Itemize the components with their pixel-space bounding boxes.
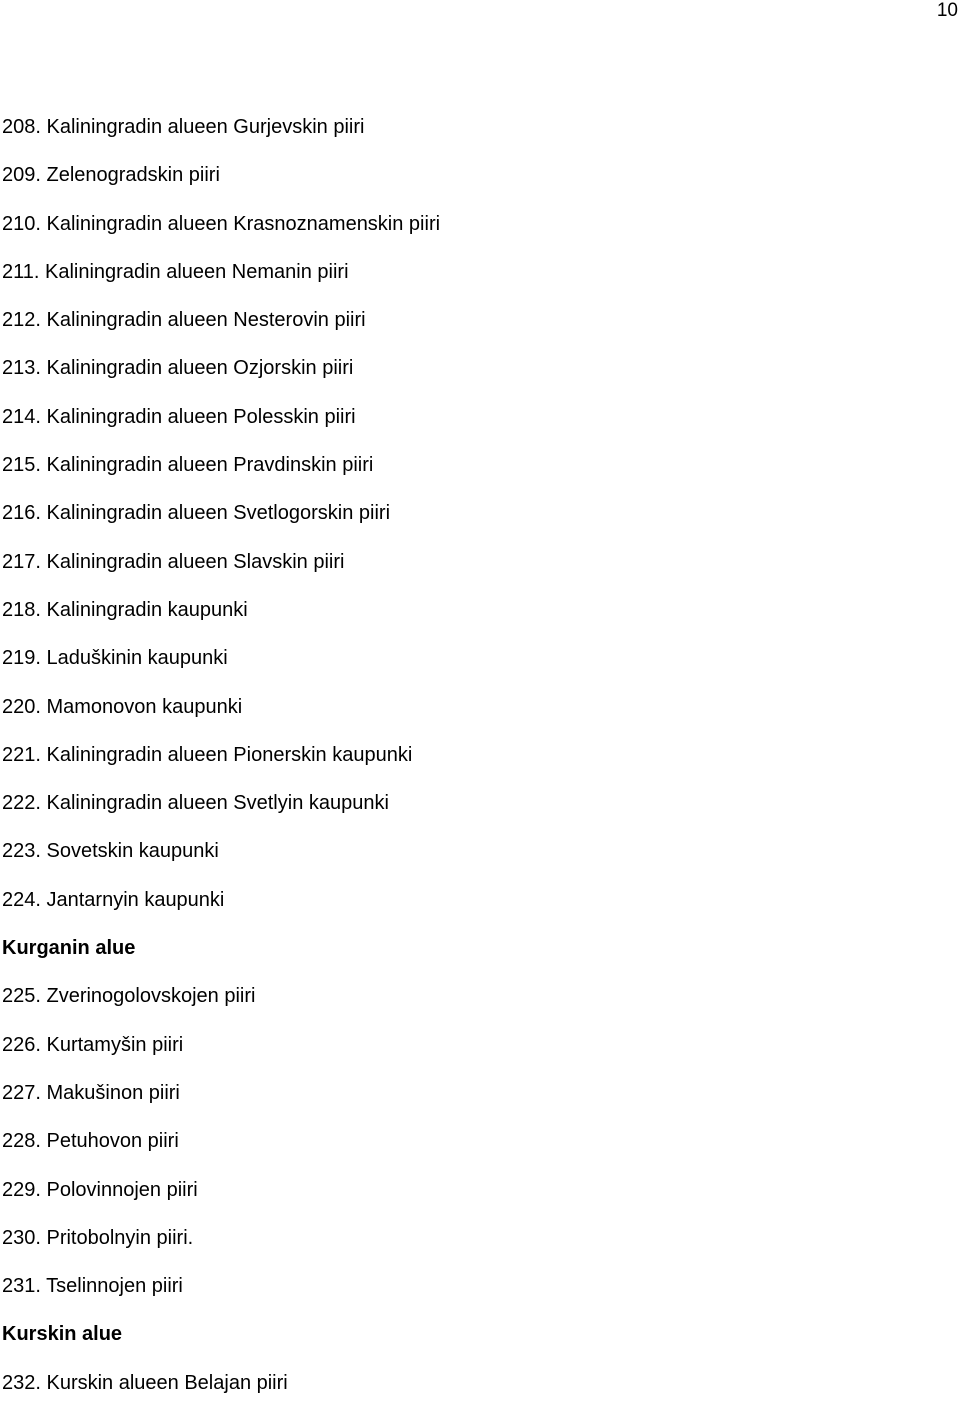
list-item: 210. Kaliningradin alueen Krasnoznamenskin piiri xyxy=(2,212,441,235)
list-item: 228. Petuhovon piiri xyxy=(2,1130,179,1153)
list-item: 223. Sovetskin kaupunki xyxy=(2,840,219,863)
list-item: 220. Mamonovon kaupunki xyxy=(2,695,243,718)
list-item: 218. Kaliningradin kaupunki xyxy=(2,598,248,621)
list-item: 229. Polovinnojen piiri xyxy=(2,1178,198,1201)
document-body xyxy=(2,114,942,1418)
list-item: 208. Kaliningradin alueen Gurjevskin piiri xyxy=(2,116,365,138)
list-item: 219. Laduškinin kaupunki xyxy=(2,647,228,670)
list-item: 231. Tselinnojen piiri xyxy=(2,1275,183,1298)
list-item: 221. Kaliningradin alueen Pionerskin kaupunki xyxy=(2,743,413,766)
list-item: 230. Pritobolnyin piiri. xyxy=(2,1226,194,1249)
page-number: 10 xyxy=(936,0,958,21)
list-item: 212. Kaliningradin alueen Nesterovin piiri xyxy=(2,309,366,332)
list-item: 214. Kaliningradin alueen Polesskin piiri xyxy=(2,405,356,428)
list-item: 213. Kaliningradin alueen Ozjorskin piiri xyxy=(2,357,354,380)
list-item: 232. Kurskin alueen Belajan piiri xyxy=(2,1371,288,1394)
section-heading: Kurganin alue xyxy=(2,937,136,960)
section-heading: Kurskin alue xyxy=(2,1323,123,1346)
list-item: 209. Zelenogradskin piiri xyxy=(2,164,220,187)
list-item: 215. Kaliningradin alueen Pravdinskin piiri xyxy=(2,454,374,477)
list-item: 225. Zverinogolovskojen piiri xyxy=(2,985,256,1008)
list-item: 217. Kaliningradin alueen Slavskin piiri xyxy=(2,550,345,573)
list-item: 222. Kaliningradin alueen Svetlyin kaupunki xyxy=(2,792,389,815)
list-item: 216. Kaliningradin alueen Svetlogorskin piiri xyxy=(2,502,391,525)
list-item: 211. Kaliningradin alueen Nemanin piiri xyxy=(2,260,349,283)
list-item: 224. Jantarnyin kaupunki xyxy=(2,888,225,911)
list-item: 226. Kurtamyšin piiri xyxy=(2,1033,184,1056)
list-item: 227. Makušinon piiri xyxy=(2,1081,180,1104)
